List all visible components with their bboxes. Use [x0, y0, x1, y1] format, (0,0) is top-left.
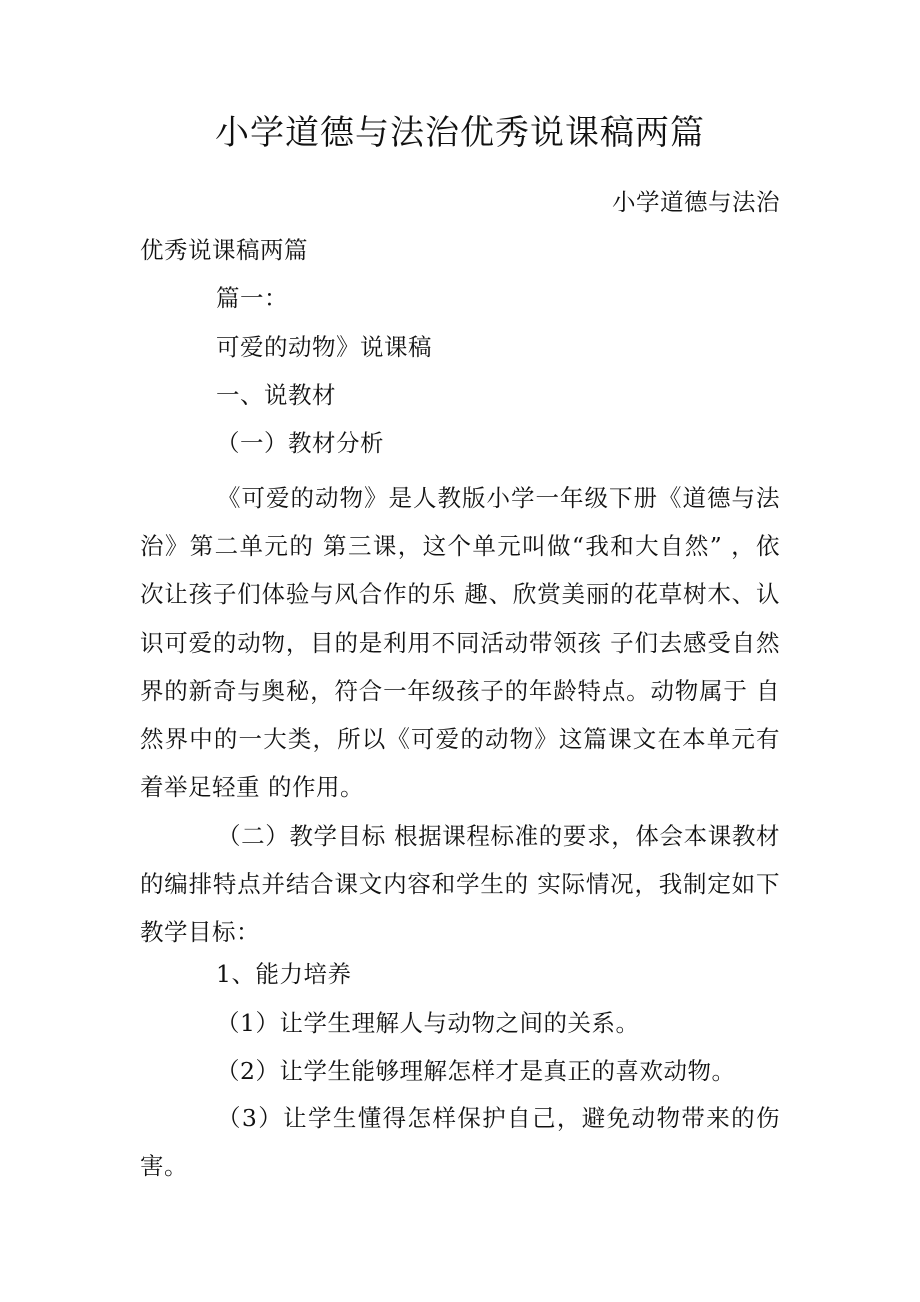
- document-title: 小学道德与法治优秀说课稿两篇: [215, 113, 705, 153]
- subsection-heading: （一）教材分析: [216, 429, 384, 457]
- paragraph-textbook-analysis: 《可爱的动物》是人教版小学一年级下册《道德与法治》第二单元的 第三课，这个单元叫做“我和大自然” ，依次让孩子们体验与风合作的乐 趣、欣赏美丽的花草树木、认识可爱的动物，目的是利用不同活动带领孩 子们去感受自然界的新奇与奥秘，符合一年级孩子的年龄特点。动物属于 自然界中的一大类，所以《可爱的动物》这篇课文在本单元有着举足轻重 的作用。: [140, 484, 780, 802]
- header-right-text: 小学道德与法治: [612, 188, 780, 216]
- goal-item: （1）让学生理解人与动物之间的关系。: [216, 1009, 640, 1037]
- part-label: 篇一：: [216, 284, 288, 312]
- goal-item: （3）让学生懂得怎样保护自己，避免动物带来的伤害。: [140, 1104, 780, 1181]
- ability-heading: 1、能力培养: [216, 960, 352, 988]
- goal-item: （2）让学生能够理解怎样才是真正的喜欢动物。: [216, 1057, 736, 1085]
- section-heading: 一、说教材: [216, 381, 336, 409]
- header-continuation: 优秀说课稿两篇: [140, 236, 308, 264]
- lesson-title: 可爱的动物》说课稿: [216, 333, 432, 361]
- paragraph-teaching-goals: （二）教学目标 根据课程标准的要求，体会本课教材的编排特点并结合课文内容和学生的 实际情况，我制定如下教学目标：: [140, 822, 780, 947]
